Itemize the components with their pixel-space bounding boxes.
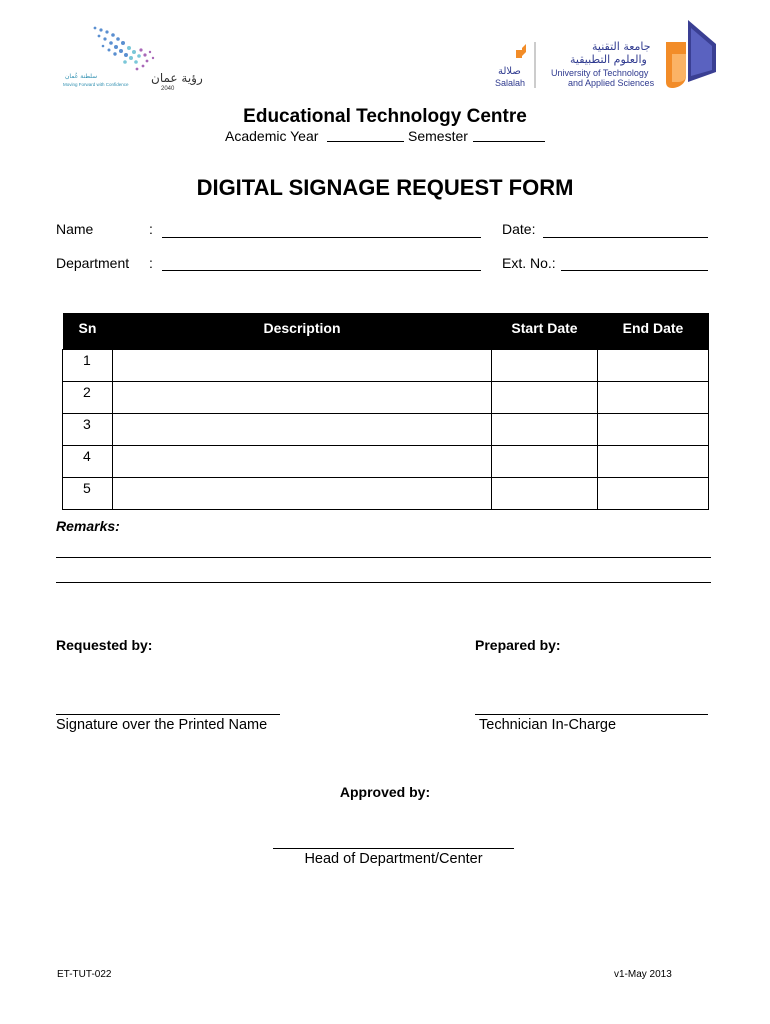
name-colon: : [149, 221, 153, 237]
description-cell[interactable] [113, 414, 492, 446]
row-sn: 5 [63, 478, 113, 510]
table-row [63, 350, 709, 382]
department-colon: : [149, 255, 153, 271]
remarks-line-2[interactable] [56, 582, 711, 583]
semester-field[interactable] [473, 141, 545, 142]
header-sn: Sn [63, 313, 113, 350]
vision-logo-year: 2040 [161, 86, 175, 92]
table-row [63, 446, 709, 478]
description-cell[interactable] [113, 478, 492, 510]
academic-year-field[interactable] [327, 141, 404, 142]
ext-field[interactable] [561, 270, 708, 271]
requested-caption: Signature over the Printed Name [56, 717, 268, 733]
ext-label: Ext. No.: [502, 255, 556, 271]
utas-salalah-logo [488, 18, 720, 92]
start-date-cell[interactable] [492, 382, 598, 414]
vision-logo-tagline: Moving Forward with Confidence [63, 82, 129, 87]
university-arabic-line1: جامعة التقنية [592, 40, 651, 53]
header-start-date: Start Date [492, 313, 598, 350]
remarks-label: Remarks: [56, 518, 120, 534]
description-cell[interactable] [113, 382, 492, 414]
form-title: DIGITAL SIGNAGE REQUEST FORM [196, 175, 574, 200]
start-date-cell[interactable] [492, 414, 598, 446]
start-date-cell[interactable] [492, 446, 598, 478]
row-sn: 3 [63, 414, 113, 446]
row-sn: 1 [63, 350, 113, 382]
table-header-row [63, 313, 709, 350]
start-date-cell[interactable] [492, 350, 598, 382]
end-date-cell[interactable] [598, 414, 709, 446]
requested-signature-line[interactable] [56, 714, 280, 715]
approved-by-label: Approved by: [339, 784, 431, 800]
academic-year-label: Academic Year [225, 128, 319, 144]
end-date-cell[interactable] [598, 446, 709, 478]
header-end-date: End Date [598, 313, 709, 350]
row-sn: 4 [63, 446, 113, 478]
table-row [63, 382, 709, 414]
description-cell[interactable] [113, 350, 492, 382]
semester-label: Semester [408, 128, 468, 144]
remarks-line-1[interactable] [56, 557, 711, 558]
start-date-cell[interactable] [492, 478, 598, 510]
end-date-cell[interactable] [598, 478, 709, 510]
campus-arabic: صلالة [498, 66, 521, 77]
department-field[interactable] [162, 270, 481, 271]
vision-logo-arabic: رؤية عمان [151, 71, 203, 85]
table-row [63, 414, 709, 446]
date-field[interactable] [543, 237, 708, 238]
prepared-signature-line[interactable] [475, 714, 708, 715]
header-description: Description [113, 313, 492, 350]
campus-name: Salalah [495, 78, 526, 88]
request-table [62, 313, 709, 510]
university-english-line1: University of Technology [551, 68, 649, 78]
approved-caption: Head of Department/Center [304, 851, 483, 867]
footer-code: ET-TUT-022 [57, 969, 112, 980]
table-row [63, 478, 709, 510]
university-english-line2: and Applied Sciences [568, 78, 655, 88]
vision-logo-country: سلطنة عُمان [65, 73, 98, 80]
oman-vision-2040-logo [55, 22, 205, 94]
prepared-caption: Technician In-Charge [479, 717, 617, 733]
footer-version: v1-May 2013 [614, 969, 672, 980]
end-date-cell[interactable] [598, 382, 709, 414]
requested-by-label: Requested by: [56, 637, 153, 653]
description-cell[interactable] [113, 446, 492, 478]
end-date-cell[interactable] [598, 350, 709, 382]
centre-title: Educational Technology Centre [243, 106, 527, 127]
approved-signature-line[interactable] [273, 848, 514, 849]
name-label: Name [56, 221, 94, 237]
row-sn: 2 [63, 382, 113, 414]
department-label: Department [56, 255, 130, 271]
name-field[interactable] [162, 237, 481, 238]
date-label: Date: [502, 221, 536, 237]
university-arabic-line2: والعلوم التطبيقية [570, 53, 647, 66]
prepared-by-label: Prepared by: [475, 637, 561, 653]
